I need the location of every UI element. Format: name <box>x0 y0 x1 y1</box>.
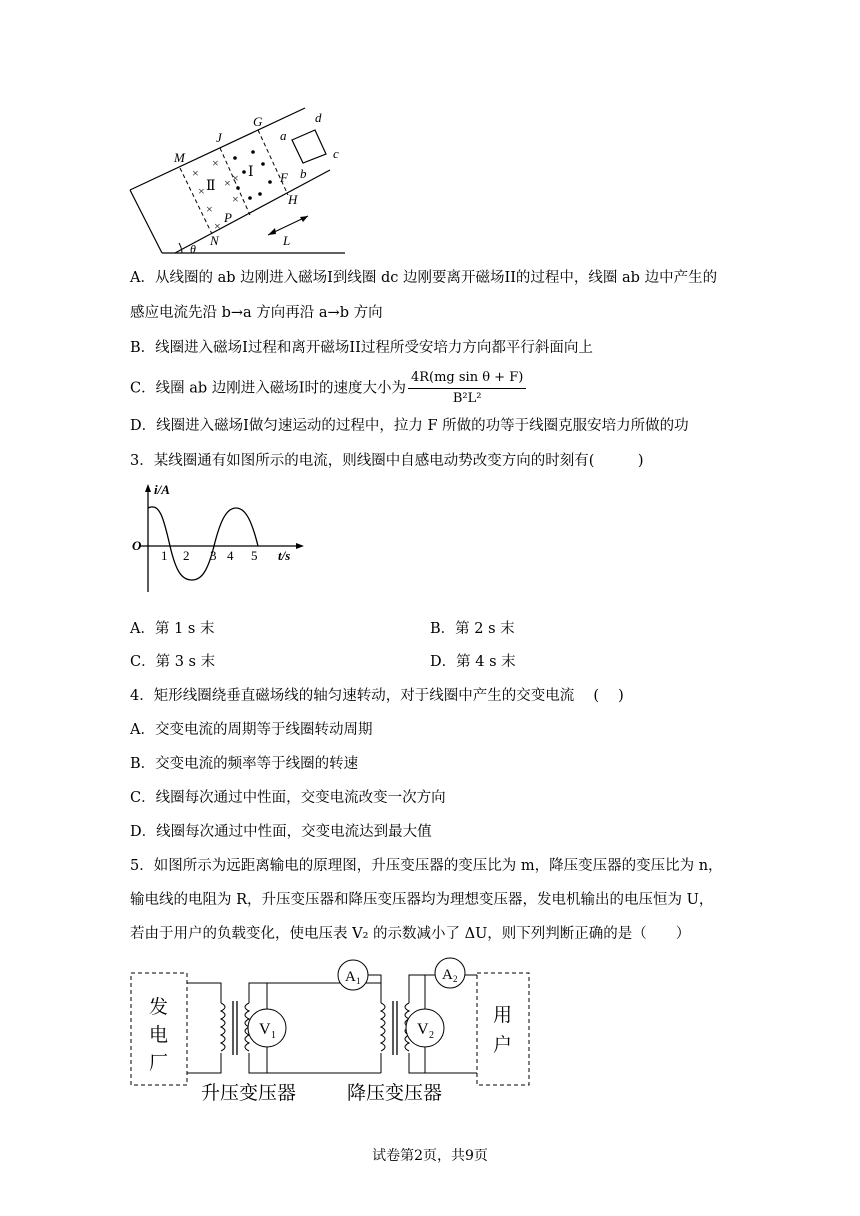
q3-option-c: C．第 3 s 末 <box>130 654 216 670</box>
q4-option-d: D．线圈每次通过中性面，交变电流达到最大值 <box>130 824 432 840</box>
incline-magnetic-field-figure <box>120 100 360 260</box>
svg-text:×: × <box>192 166 199 180</box>
label-L: L <box>283 233 291 248</box>
fraction-numerator: 4R(mg sin θ + F) <box>408 368 526 389</box>
label-M: M <box>174 150 185 165</box>
label-c: c <box>333 146 339 161</box>
tick-3: 3 <box>210 548 217 563</box>
q2-option-b: B．线圈进入磁场I过程和离开磁场II过程所受安培力方向都平行斜面向上 <box>130 340 593 356</box>
user-char-1: 用 <box>493 1005 513 1026</box>
q2-option-c-prefix: C．线圈 ab 边刚进入磁场I时的速度大小为 <box>130 380 406 397</box>
q2-option-d: D．线圈进入磁场I做匀速运动的过程中，拉力 F 所做的功等于线圈克服安培力所做的功 <box>130 418 689 434</box>
label-F: F <box>280 170 288 185</box>
y-axis-label: i/A <box>154 482 170 497</box>
plant-char-2: 电 <box>149 1025 169 1046</box>
svg-text:×: × <box>232 171 239 185</box>
v2-label: V <box>417 1021 429 1038</box>
a2-label: A <box>442 967 453 983</box>
label-region-II: Ⅱ <box>206 179 216 194</box>
q2-option-c-fraction <box>408 368 526 409</box>
step-up-label: 升压变压器 <box>201 1083 297 1104</box>
svg-text:×: × <box>224 176 231 190</box>
label-N: N <box>210 233 219 248</box>
power-transmission-circuit <box>125 955 545 1105</box>
label-H: H <box>288 192 298 207</box>
a1-subscript: 1 <box>356 976 361 986</box>
q2-option-c <box>130 368 526 409</box>
fraction-denominator: B²L² <box>452 391 482 406</box>
label-theta: θ <box>190 242 196 256</box>
v1-subscript: 1 <box>271 1030 276 1041</box>
label-a: a <box>280 128 287 143</box>
tick-1: 1 <box>161 548 168 563</box>
q5-line2: 输电线的电阻为 R，升压变压器和降压变压器均为理想变压器，发电机输出的电压恒为 U， <box>130 892 714 908</box>
label-G: G <box>253 114 263 129</box>
plant-char-3: 厂 <box>149 1053 169 1074</box>
v1-label: V <box>259 1021 271 1038</box>
svg-text:×: × <box>206 202 213 216</box>
label-P: P <box>224 210 232 225</box>
label-region-I: Ⅰ <box>248 165 254 180</box>
step-down-label: 降压变压器 <box>347 1083 443 1104</box>
a1-label: A <box>345 969 356 985</box>
q4-option-a: A．交变电流的周期等于线圈转动周期 <box>130 722 373 738</box>
q4-option-b: B．交变电流的频率等于线圈的转速 <box>130 756 359 772</box>
svg-text:×: × <box>198 184 205 198</box>
label-J: J <box>216 130 222 145</box>
tick-5: 5 <box>251 548 258 563</box>
svg-text:×: × <box>212 156 219 170</box>
q3-option-a: A．第 1 s 末 <box>130 621 215 637</box>
q2-option-a-line1: A．从线圈的 ab 边刚进入磁场I到线圈 dc 边刚要离开磁场II的过程中，线圈 ab 边中产生的 <box>130 270 718 286</box>
plant-char-1: 发 <box>149 997 169 1018</box>
origin-label: O <box>132 538 142 553</box>
tick-2: 2 <box>183 548 190 563</box>
q3-option-d: D．第 4 s 末 <box>430 654 516 670</box>
svg-text:×: × <box>214 219 221 233</box>
a2-subscript: 2 <box>453 974 458 984</box>
q2-option-a-line2: 感应电流先沿 b→a 方向再沿 a→b 方向 <box>130 305 383 321</box>
q5-line1: 5．如图所示为远距离输电的原理图，升压变压器的变压比为 m，降压变压器的变压比为 n， <box>130 858 723 874</box>
label-b: b <box>300 166 307 181</box>
q3-stem: 3．某线圈通有如图所示的电流，则线圈中自感电动势改变方向的时刻有( ) <box>130 453 644 469</box>
page-footer: 试卷第2页，共9页 <box>372 1148 488 1164</box>
q4-stem: 4．矩形线圈绕垂直磁场线的轴匀速转动，对于线圈中产生的交变电流 ( ) <box>130 688 624 704</box>
v2-subscript: 2 <box>429 1030 434 1041</box>
q4-option-c: C．线圈每次通过中性面，交变电流改变一次方向 <box>130 790 446 806</box>
tick-4: 4 <box>227 548 234 563</box>
q3-option-b: B．第 2 s 末 <box>430 621 515 637</box>
label-d: d <box>315 110 322 125</box>
svg-text:×: × <box>232 192 239 206</box>
x-axis-label: t/s <box>278 548 291 563</box>
current-time-graph <box>130 480 310 600</box>
user-char-2: 户 <box>493 1035 513 1056</box>
q5-line3: 若由于用户的负载变化，使电压表 V₂ 的示数减小了 ΔU，则下列判断正确的是（ ） <box>130 926 691 942</box>
